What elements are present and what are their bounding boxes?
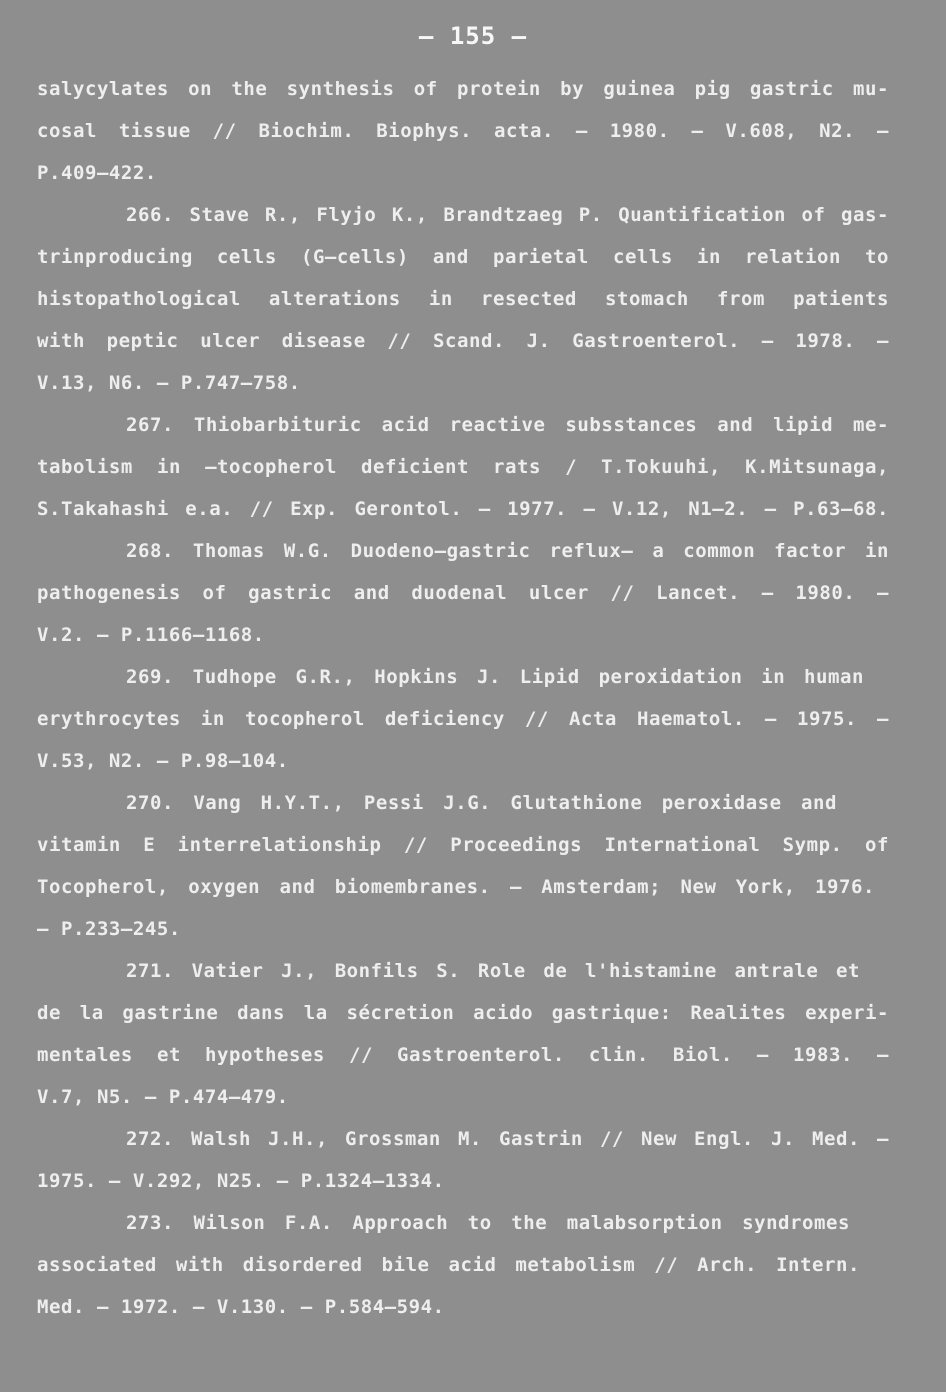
text-line: tabolism in –tocopherol deficient rats / T.Tokuuhi, K.Mitsunaga, <box>37 456 889 478</box>
page-number: – 155 – <box>418 22 528 50</box>
text-line: 269. Tudhope G.R., Hopkins J. Lipid peroxidation in human <box>126 666 864 688</box>
text-line: 268. Thomas W.G. Duodeno–gastric reflux– a common factor in <box>126 540 889 562</box>
text-line: S.Takahashi e.a. // Exp. Gerontol. – 1977. – V.12, N1–2. – P.63–68. <box>37 498 889 520</box>
text-line: trinproducing cells (G–cells) and parietal cells in relation to <box>37 246 889 268</box>
text-line: 272. Walsh J.H., Grossman M. Gastrin // New Engl. J. Med. – <box>126 1128 889 1150</box>
text-line: 267. Thiobarbituric acid reactive subsstances and lipid me- <box>126 414 889 436</box>
text-line: 1975. – V.292, N25. – P.1324–1334. <box>37 1170 445 1192</box>
text-line: pathogenesis of gastric and duodenal ulcer // Lancet. – 1980. – <box>37 582 889 604</box>
text-line: cosal tissue // Biochim. Biophys. acta. – 1980. – V.608, N2. – <box>37 120 889 142</box>
text-line: V.2. – P.1166–1168. <box>37 624 265 646</box>
text-line: 271. Vatier J., Bonfils S. Role de l'histamine antrale et <box>126 960 860 982</box>
text-line: vitamin E interrelationship // Proceedings International Symp. of <box>37 834 889 856</box>
text-line: salycylates on the synthesis of protein by guinea pig gastric mu- <box>37 78 889 100</box>
text-line: 266. Stave R., Flyjo K., Brandtzaeg P. Quantification of gas- <box>126 204 889 226</box>
text-line: V.7, N5. – P.474–479. <box>37 1086 289 1108</box>
text-line: V.53, N2. – P.98–104. <box>37 750 289 772</box>
text-line: 273. Wilson F.A. Approach to the malabsorption syndromes <box>126 1212 850 1234</box>
text-line: – P.233–245. <box>37 918 181 940</box>
text-line: V.13, N6. – P.747–758. <box>37 372 301 394</box>
text-line: Med. – 1972. – V.130. – P.584–594. <box>37 1296 445 1318</box>
text-line: Tocopherol, oxygen and biomembranes. – Amsterdam; New York, 1976. <box>37 876 875 898</box>
text-line: mentales et hypotheses // Gastroenterol. clin. Biol. – 1983. – <box>37 1044 889 1066</box>
text-line: histopathological alterations in resected stomach from patients <box>37 288 889 310</box>
text-line: de la gastrine dans la sécretion acido gastrique: Realites experi- <box>37 1002 889 1024</box>
text-line: 270. Vang H.Y.T., Pessi J.G. Glutathione peroxidase and <box>126 792 837 814</box>
text-line: erythrocytes in tocopherol deficiency // Acta Haematol. – 1975. – <box>37 708 889 730</box>
text-line: P.409–422. <box>37 162 157 184</box>
text-line: associated with disordered bile acid metabolism // Arch. Intern. <box>37 1254 860 1276</box>
text-line: with peptic ulcer disease // Scand. J. Gastroenterol. – 1978. – <box>37 330 889 352</box>
